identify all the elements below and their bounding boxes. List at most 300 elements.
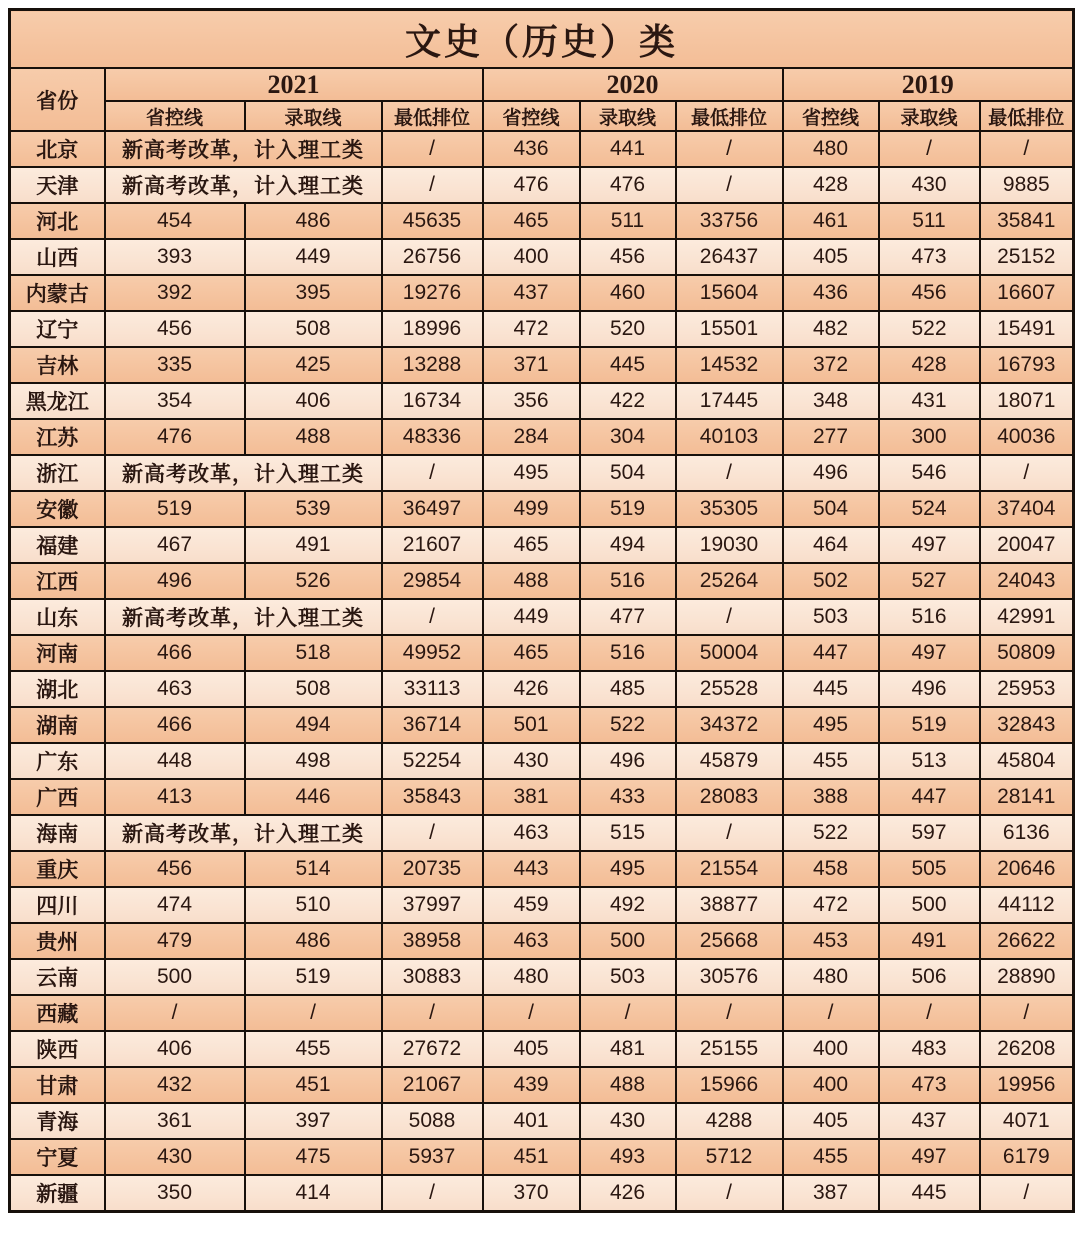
value-cell: 503 — [783, 599, 879, 635]
province-cell: 内蒙古 — [10, 275, 105, 311]
value-cell: 372 — [783, 347, 879, 383]
value-cell: 447 — [879, 779, 980, 815]
sub-header-2020-1: 录取线 — [580, 101, 676, 131]
table-row-内蒙古 — [10, 275, 1074, 311]
table-row-福建 — [10, 527, 1074, 563]
value-cell: 494 — [580, 527, 676, 563]
value-cell: 32843 — [980, 707, 1074, 743]
value-cell: 459 — [483, 887, 580, 923]
value-cell: 496 — [105, 563, 245, 599]
province-cell: 云南 — [10, 959, 105, 995]
year-header-2020: 2020 — [483, 68, 783, 101]
value-cell: 45804 — [980, 743, 1074, 779]
value-cell: 400 — [783, 1031, 879, 1067]
value-cell: 29854 — [382, 563, 483, 599]
value-cell: 14532 — [676, 347, 783, 383]
province-cell: 甘肃 — [10, 1067, 105, 1103]
value-cell: 36497 — [382, 491, 483, 527]
value-cell: 496 — [580, 743, 676, 779]
value-cell: 36714 — [382, 707, 483, 743]
table-row-贵州 — [10, 923, 1074, 959]
value-cell: 463 — [483, 815, 580, 851]
value-cell: / — [676, 815, 783, 851]
value-cell: 508 — [245, 311, 382, 347]
value-cell: 527 — [879, 563, 980, 599]
value-cell: 500 — [580, 923, 676, 959]
value-cell: 511 — [580, 203, 676, 239]
value-cell: 449 — [483, 599, 580, 635]
value-cell: 480 — [783, 131, 879, 167]
value-cell: 400 — [483, 239, 580, 275]
sub-header-2020-2: 最低排位 — [676, 101, 783, 131]
value-cell: 397 — [245, 1103, 382, 1139]
value-cell: 465 — [483, 635, 580, 671]
year-header-2021: 2021 — [105, 68, 483, 101]
reform-note-cell: 新高考改革，计入理工类 — [105, 455, 382, 491]
value-cell: 475 — [245, 1139, 382, 1175]
value-cell: 401 — [483, 1103, 580, 1139]
value-cell: 431 — [879, 383, 980, 419]
value-cell: 500 — [105, 959, 245, 995]
value-cell: 491 — [245, 527, 382, 563]
province-cell: 西藏 — [10, 995, 105, 1031]
value-cell: 491 — [879, 923, 980, 959]
value-cell: 519 — [105, 491, 245, 527]
value-cell: 453 — [783, 923, 879, 959]
province-cell: 北京 — [10, 131, 105, 167]
value-cell: 37997 — [382, 887, 483, 923]
value-cell: 21607 — [382, 527, 483, 563]
value-cell: / — [980, 455, 1074, 491]
value-cell: 516 — [580, 635, 676, 671]
value-cell: 476 — [483, 167, 580, 203]
province-cell: 海南 — [10, 815, 105, 851]
sub-header-2021-1: 录取线 — [245, 101, 382, 131]
value-cell: 4288 — [676, 1103, 783, 1139]
value-cell: 432 — [105, 1067, 245, 1103]
value-cell: 430 — [580, 1103, 676, 1139]
value-cell: 19030 — [676, 527, 783, 563]
sub-header-2020-0: 省控线 — [483, 101, 580, 131]
province-cell: 天津 — [10, 167, 105, 203]
value-cell: 513 — [879, 743, 980, 779]
value-cell: 465 — [483, 527, 580, 563]
value-cell: 26437 — [676, 239, 783, 275]
value-cell: 476 — [580, 167, 676, 203]
value-cell: 405 — [783, 239, 879, 275]
table-row-浙江 — [10, 455, 1074, 491]
value-cell: 20646 — [980, 851, 1074, 887]
sub-header-2019-2: 最低排位 — [980, 101, 1074, 131]
value-cell: 5712 — [676, 1139, 783, 1175]
value-cell: 488 — [245, 419, 382, 455]
value-cell: 27672 — [382, 1031, 483, 1067]
value-cell: 40036 — [980, 419, 1074, 455]
value-cell: 446 — [245, 779, 382, 815]
value-cell: 26622 — [980, 923, 1074, 959]
value-cell: 30883 — [382, 959, 483, 995]
value-cell: 455 — [783, 1139, 879, 1175]
province-cell: 广东 — [10, 743, 105, 779]
value-cell: 492 — [580, 887, 676, 923]
value-cell: 449 — [245, 239, 382, 275]
value-cell: 539 — [245, 491, 382, 527]
value-cell: 480 — [483, 959, 580, 995]
value-cell: 511 — [879, 203, 980, 239]
value-cell: 481 — [580, 1031, 676, 1067]
value-cell: 428 — [879, 347, 980, 383]
value-cell: 519 — [879, 707, 980, 743]
value-cell: 21554 — [676, 851, 783, 887]
value-cell: 443 — [483, 851, 580, 887]
value-cell: 518 — [245, 635, 382, 671]
value-cell: 477 — [580, 599, 676, 635]
value-cell: / — [245, 995, 382, 1031]
table-row-天津 — [10, 167, 1074, 203]
value-cell: 506 — [879, 959, 980, 995]
table-row-安徽 — [10, 491, 1074, 527]
value-cell: 413 — [105, 779, 245, 815]
table-row-重庆 — [10, 851, 1074, 887]
value-cell: / — [382, 167, 483, 203]
table-header — [10, 10, 1074, 132]
value-cell: 6136 — [980, 815, 1074, 851]
value-cell: 52254 — [382, 743, 483, 779]
sub-header-2021-2: 最低排位 — [382, 101, 483, 131]
value-cell: 25152 — [980, 239, 1074, 275]
value-cell: 25155 — [676, 1031, 783, 1067]
value-cell: 430 — [105, 1139, 245, 1175]
value-cell: 388 — [783, 779, 879, 815]
value-cell: 422 — [580, 383, 676, 419]
province-cell: 陕西 — [10, 1031, 105, 1067]
value-cell: 447 — [783, 635, 879, 671]
value-cell: 4071 — [980, 1103, 1074, 1139]
value-cell: 508 — [245, 671, 382, 707]
value-cell: 24043 — [980, 563, 1074, 599]
value-cell: 496 — [783, 455, 879, 491]
value-cell: 522 — [783, 815, 879, 851]
province-cell: 浙江 — [10, 455, 105, 491]
value-cell: 465 — [483, 203, 580, 239]
admission-score-table — [8, 8, 1075, 1213]
value-cell: 15491 — [980, 311, 1074, 347]
value-cell: 437 — [483, 275, 580, 311]
table-row-江西 — [10, 563, 1074, 599]
value-cell: 44112 — [980, 887, 1074, 923]
value-cell: 472 — [783, 887, 879, 923]
value-cell: 361 — [105, 1103, 245, 1139]
value-cell: 448 — [105, 743, 245, 779]
value-cell: 516 — [580, 563, 676, 599]
reform-note-cell: 新高考改革，计入理工类 — [105, 167, 382, 203]
value-cell: 464 — [783, 527, 879, 563]
table-title: 文史（历史）类 — [10, 10, 1074, 69]
title-row — [10, 10, 1074, 69]
value-cell: 45879 — [676, 743, 783, 779]
value-cell: 33113 — [382, 671, 483, 707]
value-cell: 425 — [245, 347, 382, 383]
value-cell: 25264 — [676, 563, 783, 599]
value-cell: 18071 — [980, 383, 1074, 419]
value-cell: 5088 — [382, 1103, 483, 1139]
value-cell: 456 — [580, 239, 676, 275]
value-cell: 50809 — [980, 635, 1074, 671]
table-row-吉林 — [10, 347, 1074, 383]
table-row-宁夏 — [10, 1139, 1074, 1175]
value-cell: 455 — [783, 743, 879, 779]
table-row-江苏 — [10, 419, 1074, 455]
value-cell: 501 — [483, 707, 580, 743]
value-cell: / — [783, 995, 879, 1031]
value-cell: 458 — [783, 851, 879, 887]
province-cell: 湖南 — [10, 707, 105, 743]
value-cell: / — [483, 995, 580, 1031]
value-cell: 371 — [483, 347, 580, 383]
value-cell: 20735 — [382, 851, 483, 887]
value-cell: 48336 — [382, 419, 483, 455]
province-cell: 江苏 — [10, 419, 105, 455]
table-row-湖北 — [10, 671, 1074, 707]
value-cell: 441 — [580, 131, 676, 167]
value-cell: 454 — [105, 203, 245, 239]
value-cell: 445 — [783, 671, 879, 707]
table-row-海南 — [10, 815, 1074, 851]
value-cell: 515 — [580, 815, 676, 851]
value-cell: 445 — [580, 347, 676, 383]
province-cell: 河北 — [10, 203, 105, 239]
value-cell: 516 — [879, 599, 980, 635]
value-cell: 42991 — [980, 599, 1074, 635]
value-cell: 436 — [483, 131, 580, 167]
value-cell: 502 — [783, 563, 879, 599]
table-row-山西 — [10, 239, 1074, 275]
value-cell: 35843 — [382, 779, 483, 815]
value-cell: 494 — [245, 707, 382, 743]
value-cell: 426 — [483, 671, 580, 707]
value-cell: 456 — [105, 851, 245, 887]
table-row-黑龙江 — [10, 383, 1074, 419]
province-cell: 吉林 — [10, 347, 105, 383]
value-cell: 467 — [105, 527, 245, 563]
value-cell: 496 — [879, 671, 980, 707]
province-cell: 黑龙江 — [10, 383, 105, 419]
value-cell: 495 — [580, 851, 676, 887]
value-cell: 400 — [783, 1067, 879, 1103]
value-cell: 439 — [483, 1067, 580, 1103]
value-cell: 428 — [783, 167, 879, 203]
table-row-辽宁 — [10, 311, 1074, 347]
value-cell: 19276 — [382, 275, 483, 311]
value-cell: 34372 — [676, 707, 783, 743]
value-cell: 495 — [783, 707, 879, 743]
value-cell: 460 — [580, 275, 676, 311]
table-row-河南 — [10, 635, 1074, 671]
value-cell: 17445 — [676, 383, 783, 419]
value-cell: 519 — [245, 959, 382, 995]
table-row-湖南 — [10, 707, 1074, 743]
value-cell: 466 — [105, 707, 245, 743]
value-cell: 33756 — [676, 203, 783, 239]
reform-note-cell: 新高考改革，计入理工类 — [105, 599, 382, 635]
table-row-广东 — [10, 743, 1074, 779]
value-cell: 414 — [245, 1175, 382, 1211]
province-cell: 河南 — [10, 635, 105, 671]
value-cell: 15501 — [676, 311, 783, 347]
value-cell: 28141 — [980, 779, 1074, 815]
value-cell: 392 — [105, 275, 245, 311]
value-cell: 9885 — [980, 167, 1074, 203]
value-cell: / — [382, 995, 483, 1031]
table-row-新疆 — [10, 1175, 1074, 1211]
table-row-河北 — [10, 203, 1074, 239]
value-cell: 25668 — [676, 923, 783, 959]
table-body — [10, 131, 1074, 1211]
value-cell: 6179 — [980, 1139, 1074, 1175]
province-cell: 山东 — [10, 599, 105, 635]
value-cell: 486 — [245, 203, 382, 239]
sub-header-2019-0: 省控线 — [783, 101, 879, 131]
value-cell: 483 — [879, 1031, 980, 1067]
province-cell: 广西 — [10, 779, 105, 815]
value-cell: 488 — [483, 563, 580, 599]
province-cell: 江西 — [10, 563, 105, 599]
value-cell: 5937 — [382, 1139, 483, 1175]
value-cell: 546 — [879, 455, 980, 491]
value-cell: 456 — [879, 275, 980, 311]
value-cell: 488 — [580, 1067, 676, 1103]
value-cell: 38877 — [676, 887, 783, 923]
province-cell: 宁夏 — [10, 1139, 105, 1175]
reform-note-cell: 新高考改革，计入理工类 — [105, 815, 382, 851]
value-cell: 503 — [580, 959, 676, 995]
value-cell: / — [580, 995, 676, 1031]
value-cell: 15604 — [676, 275, 783, 311]
value-cell: 28890 — [980, 959, 1074, 995]
value-cell: 498 — [245, 743, 382, 779]
value-cell: 430 — [483, 743, 580, 779]
value-cell: 473 — [879, 239, 980, 275]
province-cell: 山西 — [10, 239, 105, 275]
value-cell: 497 — [879, 527, 980, 563]
value-cell: 433 — [580, 779, 676, 815]
value-cell: 25953 — [980, 671, 1074, 707]
province-cell: 青海 — [10, 1103, 105, 1139]
province-cell: 湖北 — [10, 671, 105, 707]
value-cell: 451 — [483, 1139, 580, 1175]
value-cell: 18996 — [382, 311, 483, 347]
value-cell: 40103 — [676, 419, 783, 455]
value-cell: 37404 — [980, 491, 1074, 527]
province-cell: 四川 — [10, 887, 105, 923]
value-cell: / — [980, 131, 1074, 167]
value-cell: 26208 — [980, 1031, 1074, 1067]
table-row-甘肃 — [10, 1067, 1074, 1103]
value-cell: 497 — [879, 1139, 980, 1175]
value-cell: 451 — [245, 1067, 382, 1103]
value-cell: 13288 — [382, 347, 483, 383]
sub-header-row — [10, 101, 1074, 131]
value-cell: 479 — [105, 923, 245, 959]
value-cell: 406 — [245, 383, 382, 419]
value-cell: / — [980, 995, 1074, 1031]
value-cell: 35305 — [676, 491, 783, 527]
value-cell: 495 — [483, 455, 580, 491]
province-cell: 新疆 — [10, 1175, 105, 1211]
value-cell: / — [382, 455, 483, 491]
value-cell: / — [382, 1175, 483, 1211]
value-cell: 500 — [879, 887, 980, 923]
table-row-广西 — [10, 779, 1074, 815]
value-cell: / — [980, 1175, 1074, 1211]
value-cell: 21067 — [382, 1067, 483, 1103]
value-cell: 493 — [580, 1139, 676, 1175]
value-cell: 472 — [483, 311, 580, 347]
table-row-陕西 — [10, 1031, 1074, 1067]
value-cell: / — [676, 599, 783, 635]
value-cell: 405 — [783, 1103, 879, 1139]
value-cell: 30576 — [676, 959, 783, 995]
value-cell: 497 — [879, 635, 980, 671]
value-cell: 354 — [105, 383, 245, 419]
value-cell: 522 — [879, 311, 980, 347]
value-cell: 522 — [580, 707, 676, 743]
value-cell: / — [879, 131, 980, 167]
value-cell: 519 — [580, 491, 676, 527]
value-cell: 393 — [105, 239, 245, 275]
value-cell: 437 — [879, 1103, 980, 1139]
province-column-header: 省份 — [10, 68, 105, 131]
value-cell: / — [382, 815, 483, 851]
value-cell: 406 — [105, 1031, 245, 1067]
table-row-西藏 — [10, 995, 1074, 1031]
value-cell: 20047 — [980, 527, 1074, 563]
sub-header-2021-0: 省控线 — [105, 101, 245, 131]
value-cell: 26756 — [382, 239, 483, 275]
value-cell: 28083 — [676, 779, 783, 815]
value-cell: 35841 — [980, 203, 1074, 239]
table-row-四川 — [10, 887, 1074, 923]
value-cell: 480 — [783, 959, 879, 995]
value-cell: 499 — [483, 491, 580, 527]
value-cell: 463 — [105, 671, 245, 707]
value-cell: 348 — [783, 383, 879, 419]
value-cell: 456 — [105, 311, 245, 347]
value-cell: 473 — [879, 1067, 980, 1103]
table-row-青海 — [10, 1103, 1074, 1139]
value-cell: / — [676, 131, 783, 167]
value-cell: 597 — [879, 815, 980, 851]
value-cell: 387 — [783, 1175, 879, 1211]
table-row-云南 — [10, 959, 1074, 995]
value-cell: 510 — [245, 887, 382, 923]
value-cell: / — [676, 1175, 783, 1211]
value-cell: 25528 — [676, 671, 783, 707]
value-cell: 350 — [105, 1175, 245, 1211]
value-cell: 304 — [580, 419, 676, 455]
value-cell: 520 — [580, 311, 676, 347]
value-cell: 485 — [580, 671, 676, 707]
year-header-row — [10, 68, 1074, 101]
province-cell: 重庆 — [10, 851, 105, 887]
value-cell: 16793 — [980, 347, 1074, 383]
sub-header-2019-1: 录取线 — [879, 101, 980, 131]
value-cell: 277 — [783, 419, 879, 455]
value-cell: / — [676, 995, 783, 1031]
value-cell: / — [676, 455, 783, 491]
value-cell: / — [382, 599, 483, 635]
value-cell: 430 — [879, 167, 980, 203]
